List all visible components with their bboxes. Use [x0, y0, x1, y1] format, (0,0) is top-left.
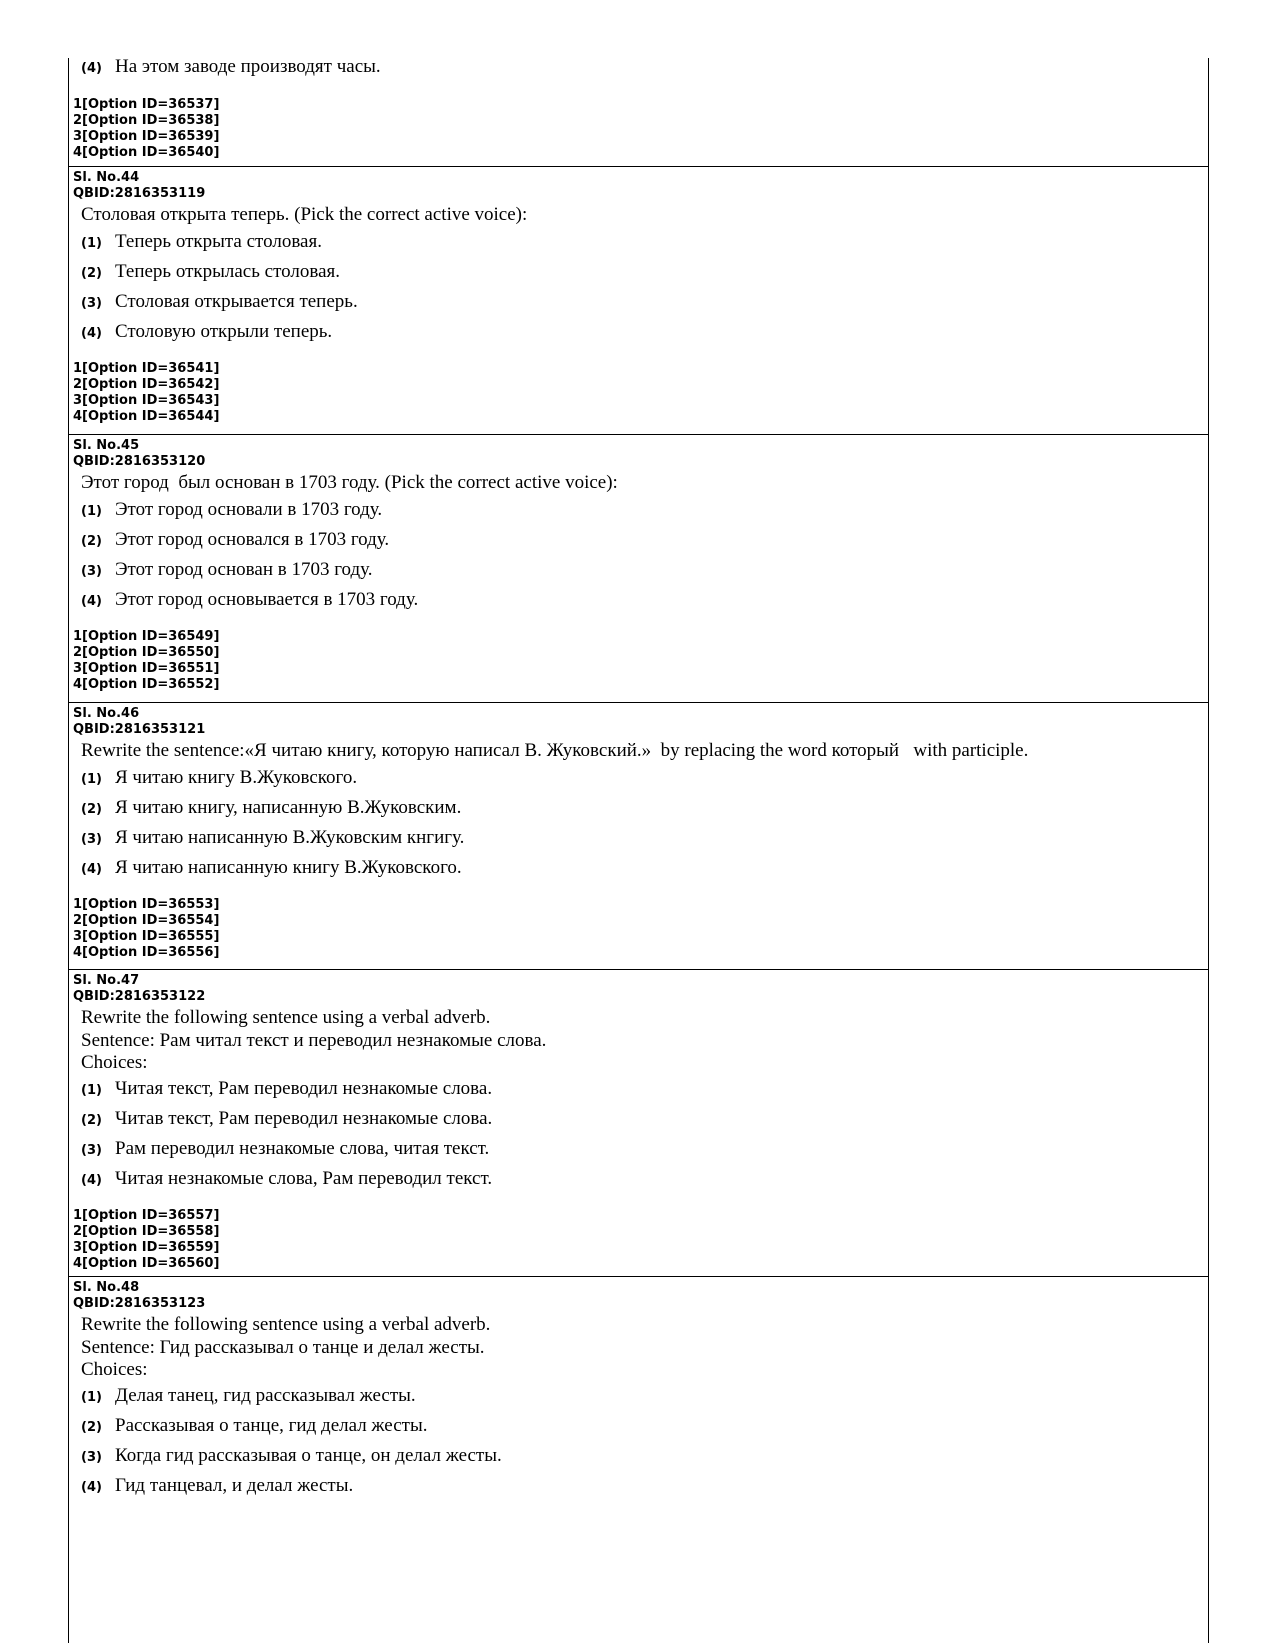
option-text: Теперь открыта столовая.: [115, 231, 322, 252]
serial-number: Sl. No.47: [73, 973, 140, 988]
serial-number: Sl. No.44: [73, 170, 140, 185]
option-row: [69, 1471, 1208, 1501]
option-row: [69, 585, 1208, 615]
option-id: 4[Option ID=36544]: [73, 409, 220, 424]
option-id: 2[Option ID=36558]: [73, 1224, 220, 1239]
option-id: 1[Option ID=36557]: [73, 1208, 220, 1223]
option-text: Читав текст, Рам переводил незнакомые слова.: [115, 1108, 493, 1129]
question-block-46: [69, 703, 1208, 970]
option-id: 1[Option ID=36553]: [73, 897, 220, 912]
question-sentence: Sentence: Гид рассказывал о танце и делал жесты.: [81, 1337, 485, 1358]
option-text: Этот город основали в 1703 году.: [115, 499, 383, 520]
option-text: На этом заводе производят часы.: [115, 56, 381, 77]
question-text: Rewrite the following sentence using a verbal adverb.: [81, 1007, 491, 1028]
option-row: [69, 763, 1208, 793]
option-number: (1): [81, 1083, 102, 1098]
option-number: (2): [81, 802, 102, 817]
option-row: [69, 525, 1208, 555]
option-number: (1): [81, 1390, 102, 1405]
option-row: [69, 1104, 1208, 1134]
option-id: 4[Option ID=36540]: [73, 145, 220, 160]
option-number: (2): [81, 1113, 102, 1128]
option-number: (4): [81, 1173, 102, 1188]
option-number: (3): [81, 1143, 102, 1158]
option-text: Делая танец, гид рассказывал жесты.: [115, 1385, 416, 1406]
qbid: QBID:2816353123: [73, 1296, 206, 1311]
option-text: Читая незнакомые слова, Рам переводил текст.: [115, 1168, 493, 1189]
option-number: (2): [81, 1420, 102, 1435]
option-text: Этот город основан в 1703 году.: [115, 559, 373, 580]
qbid: QBID:2816353119: [73, 186, 206, 201]
qbid: QBID:2816353122: [73, 989, 206, 1004]
option-number: (4): [81, 326, 102, 341]
option-text: Столовая открывается теперь.: [115, 291, 358, 312]
option-row: [69, 793, 1208, 823]
option-number: (4): [81, 61, 102, 76]
option-text: Я читаю написанную книгу В.Жуковского.: [115, 857, 462, 878]
option-text: Когда гид рассказывая о танце, он делал жесты.: [115, 1445, 502, 1466]
option-id: 4[Option ID=36560]: [73, 1256, 220, 1271]
option-row: [69, 227, 1208, 257]
option-text: Рам переводил незнакомые слова, читая текст.: [115, 1138, 490, 1159]
option-number: (2): [81, 534, 102, 549]
question-text: Rewrite the following sentence using a verbal adverb.: [81, 1314, 491, 1335]
option-text: Рассказывая о танце, гид делал жесты.: [115, 1415, 428, 1436]
option-id: 2[Option ID=36542]: [73, 377, 220, 392]
option-number: (3): [81, 564, 102, 579]
option-id-list: [69, 1208, 1208, 1275]
option-number: (3): [81, 1450, 102, 1465]
question-block-43-tail: [69, 58, 1208, 167]
option-text: Теперь открылась столовая.: [115, 261, 341, 282]
option-row: [69, 1441, 1208, 1471]
option-text: Этот город основывается в 1703 году.: [115, 589, 419, 610]
option-row: [69, 1134, 1208, 1164]
option-number: (3): [81, 296, 102, 311]
option-row: [69, 853, 1208, 883]
option-number: (4): [81, 594, 102, 609]
serial-number: Sl. No.46: [73, 706, 140, 721]
option-number: (2): [81, 266, 102, 281]
option-row: [69, 1164, 1208, 1194]
question-text: Rewrite the sentence:«Я читаю книгу, которую написал В. Жуковский.» by replacing the word который with participle.: [81, 740, 1029, 761]
qbid: QBID:2816353120: [73, 454, 206, 469]
option-id: 3[Option ID=36555]: [73, 929, 220, 944]
option-id: 4[Option ID=36556]: [73, 945, 220, 960]
question-text: Столовая открыта теперь. (Pick the correct active voice):: [81, 204, 528, 225]
option-id: 1[Option ID=36537]: [73, 97, 220, 112]
option-text: Читая текст, Рам переводил незнакомые слова.: [115, 1078, 493, 1099]
option-id-list: [69, 629, 1208, 696]
option-id-list: [69, 897, 1208, 964]
option-row: [69, 1074, 1208, 1104]
option-row: [69, 56, 1208, 78]
option-row: [69, 555, 1208, 585]
option-row: [69, 287, 1208, 317]
option-id-list: [69, 97, 1208, 164]
option-text: Я читаю написанную В.Жуковским кнгигу.: [115, 827, 465, 848]
option-id: 2[Option ID=36550]: [73, 645, 220, 660]
question-paper: [68, 58, 1209, 1643]
option-row: [69, 317, 1208, 347]
option-text: Этот город основался в 1703 году.: [115, 529, 390, 550]
serial-number: Sl. No.45: [73, 438, 140, 453]
option-id: 3[Option ID=36559]: [73, 1240, 220, 1255]
option-row: [69, 257, 1208, 287]
option-text: Столовую открыли теперь.: [115, 321, 333, 342]
option-row: [69, 823, 1208, 853]
option-row: [69, 1381, 1208, 1411]
question-block-44: [69, 167, 1208, 435]
question-sentence: Sentence: Рам читал текст и переводил незнакомые слова.: [81, 1030, 547, 1051]
option-id: 1[Option ID=36549]: [73, 629, 220, 644]
option-id: 3[Option ID=36539]: [73, 129, 220, 144]
option-number: (4): [81, 1480, 102, 1495]
option-id: 1[Option ID=36541]: [73, 361, 220, 376]
question-block-47: [69, 970, 1208, 1277]
option-row: [69, 1411, 1208, 1441]
option-number: (1): [81, 236, 102, 251]
question-block-48: [69, 1277, 1208, 1643]
option-id: 3[Option ID=36551]: [73, 661, 220, 676]
option-text: Я читаю книгу, написанную В.Жуковским.: [115, 797, 462, 818]
option-number: (3): [81, 832, 102, 847]
question-text: Этот город был основан в 1703 году. (Pick the correct active voice):: [81, 472, 618, 493]
choices-label: Choices:: [81, 1052, 148, 1073]
option-text: Я читаю книгу В.Жуковского.: [115, 767, 358, 788]
choices-label: Choices:: [81, 1359, 148, 1380]
option-id: 2[Option ID=36538]: [73, 113, 220, 128]
option-id: 4[Option ID=36552]: [73, 677, 220, 692]
option-row: [69, 495, 1208, 525]
option-number: (1): [81, 504, 102, 519]
question-block-45: [69, 435, 1208, 703]
option-text: Гид танцевал, и делал жесты.: [115, 1475, 354, 1496]
option-id-list: [69, 361, 1208, 428]
qbid: QBID:2816353121: [73, 722, 206, 737]
option-number: (4): [81, 862, 102, 877]
option-id: 3[Option ID=36543]: [73, 393, 220, 408]
serial-number: Sl. No.48: [73, 1280, 140, 1295]
option-number: (1): [81, 772, 102, 787]
option-id: 2[Option ID=36554]: [73, 913, 220, 928]
